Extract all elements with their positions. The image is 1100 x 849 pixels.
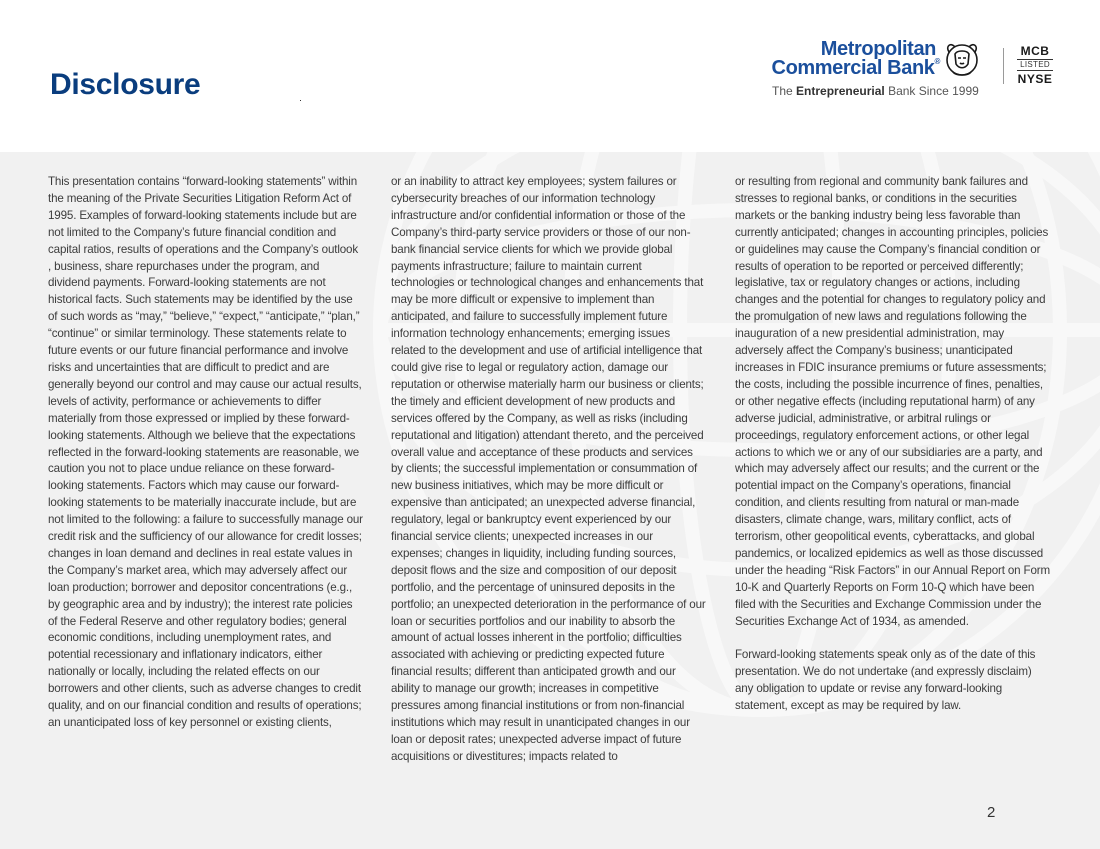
logo-name-line2: [772, 57, 940, 80]
registered-mark: ®: [934, 57, 940, 66]
tagline-suffix: Bank Since 1999: [888, 84, 979, 98]
exchange-name: NYSE: [1017, 72, 1053, 86]
disclosure-column-3: [735, 174, 1051, 715]
griffin-seal-icon: [941, 38, 983, 80]
logo-tagline: [772, 84, 979, 98]
page-number: 2: [987, 804, 996, 821]
disclosure-paragraph: or resulting from regional and community bank failures and stresses to regional banks, or conditions in the securities markets or the banking industry being less favorable than currently anticipated; changes in accounting principles, policies or guidelines may cause the Company’s financial condition or results of operation to be reported or perceived differently; legislative, tax or regulatory changes or actions, including changes and the potential for changes to regulatory policy and the promulgation of new laws and regulations following the inauguration of a new presidential administration, may adversely affect the Company’s business; unanticipated increases in FDIC insurance premiums or future assessments; the costs, including the possible incurrence of fines, penalties, or other negative effects (including reputational harm) of any adverse judicial, administrative, or arbitral rulings or proceedings, regulatory enforcement actions, or other legal actions to which we or any of our subsidiaries are a party, and which may adversely affect our results; and the current or the potential impact on the Company’s operations, financial condition, and clients resulting from natural or man-made disasters, climate change, wars, military conflict, acts of terrorism, other geopolitical events, cyberattacks, and global pandemics, or localized epidemics as well as those discussed under the heading “Risk Factors” in our Annual Report on Form 10-K and Quarterly Reports on Form 10-Q which have been filed with the Securities and Exchange Commission under the Securities Exchange Act of 1934, as amended.: [735, 175, 1050, 628]
disclosure-paragraph: or an inability to attract key employees; system failures or cybersecurity breaches of our information technology infrastructure and/or confidential information or those of the Company’s third-party service providers or those of our non-bank financial service clients for which we provide global payments infrastructure; failure to maintain current technologies or technological changes and enhancements that may be more difficult or expensive to implement than anticipated, and failure to successfully implement future information technology enhancements; emerging issues related to the development and use of artificial intelligence that could give rise to legal or regulatory action, damage our reputation or otherwise materially harm our business or clients; the timely and efficient development of new products and services offered by the Company, as well as risks (including reputational and litigation) attendant thereto, and the perceived overall value and acceptance of these products and services by clients; the successful implementation or consummation of new business initiatives, which may be more difficult or expensive than anticipated; an unexpected adverse financial, regulatory, legal or bankruptcy event experienced by our financial service clients; unexpected increases in our expenses; changes in liquidity, including funding sources, deposit flows and the size and composition of our deposit portfolio, and the percentage of uninsured deposits in the portfolio; an unexpected deterioration in the performance of our loan or securities portfolios and our inability to absorb the amount of actual losses inherent in the portfolio; difficulties associated with achieving or predicting expected future financial results; different than anticipated growth and our ability to manage our growth; increases in competitive pressures among financial institutions or from non-financial institutions which may result in unanticipated changes in our loan or deposit rates; unexpected adverse impact of future acquisitions or divestitures; impacts related to: [391, 175, 706, 763]
listed-label: LISTED: [1017, 59, 1053, 71]
page-title: Disclosure: [50, 68, 201, 101]
tagline-bold: Entrepreneurial: [796, 84, 885, 98]
logo-name-line2-text: Commercial Bank: [771, 57, 935, 79]
disclosure-column-1: [48, 174, 364, 732]
disclosure-paragraph: This presentation contains “forward-looking statements” within the meaning of the Private Securities Litigation Reform Act of 1995. Examples of forward-looking statements include but are not limited to the Company’s future financial condition and capital ratios, results of operations and the Company’s outlook , business, share repurchases under the program, and dividend payments. Forward-looking statements are not historical facts. Such statements may be identified by the use of such words as “may,” “believe,” “expect,” “anticipate,” “plan,” “continue” or similar terminology. These statements relate to future events or our future financial performance and involve risks and uncertainties that are difficult to predict and are generally beyond our control and may cause our actual results, levels of activity, performance or achievements to differ materially from those expressed or implied by these forward-looking statements. Although we believe that the expectations reflected in the forward-looking statements are reasonable, we caution you not to place undue reliance on these forward-looking statements. Factors which may cause our forward-looking statements to be materially inaccurate include, but are not limited to the following: a failure to successfully manage our credit risk and the sufficiency of our allowance for credit losses; changes in loan demand and declines in real estate values in the Company’s market area, which may adversely affect our loan production; borrower and depositor concentrations (e.g., by geographic area and by industry); the interest rate policies of the Federal Reserve and other regulatory bodies; general economic conditions, including unemployment rates, and potential recessionary and inflationary indicators, either nationally or locally, including the related effects on our borrowers and other clients, such as adverse changes to credit quality, and on our financial condition and results of operations; an unanticipated loss of key personnel or existing clients,: [48, 175, 363, 729]
logo-divider: [1003, 48, 1004, 84]
stray-mark: [300, 100, 301, 101]
disclosure-column-2: [391, 174, 707, 766]
nyse-listing-badge: [1013, 44, 1057, 86]
ticker-symbol: MCB: [1020, 44, 1050, 58]
bank-logo: [770, 38, 980, 100]
logo-name-line1: Metropolitan: [820, 38, 936, 60]
tagline-prefix: The: [772, 84, 793, 98]
disclosure-paragraph: Forward-looking statements speak only as of the date of this presentation. We do not undertake (and expressly disclaim) any obligation to update or revise any forward-looking statement, except as may be required by law.: [735, 648, 1036, 713]
